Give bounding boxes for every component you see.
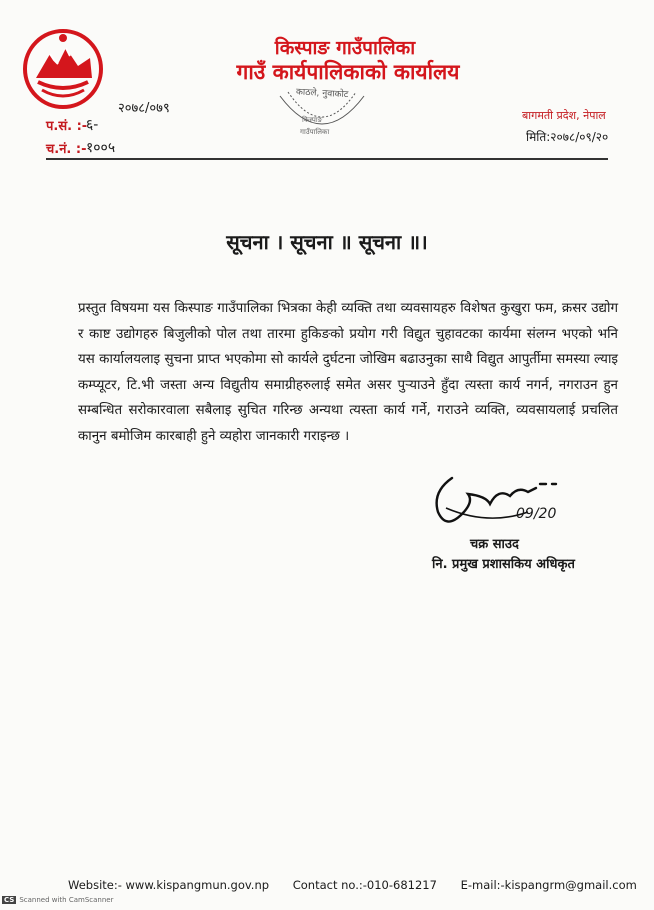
stamp-address: काठले, नुवाकोट	[295, 87, 349, 101]
letter-no-value: ६-	[86, 117, 99, 133]
footer-website: Website:- www.kispangmun.gov.np	[68, 878, 270, 892]
signatory-designation: नि. प्रमुख प्रशासकिय अधिकृत	[432, 557, 575, 572]
signature-icon	[428, 472, 578, 532]
scan-watermark	[2, 896, 113, 904]
office-name: गाउँ कार्यपालिकाको कार्यालय	[236, 60, 460, 84]
footer-contact: Contact no.:-010-681217	[292, 878, 437, 892]
svg-text:किस्पाङ: किस्पाङ	[302, 116, 323, 124]
scan-watermark-text: Scanned with CamScanner	[19, 896, 114, 904]
header-divider	[46, 158, 608, 160]
footer-email: E-mail:-kispangrm@gmail.com	[460, 878, 637, 892]
letter-no-label: प.सं. :-	[46, 119, 88, 134]
dispatch-no-value: १००५	[86, 140, 116, 156]
notice-body: प्रस्तुत विषयमा यस किस्पाङ गाउँपालिका भित्रका केही व्यक्ति तथा व्यवसायहरु विशेषत कुखुरा फम, क्रसर उद्योग र काष्ट उद्योगहरु बिजुलीको पोल तथा तारमा हुकिङको प्रयोग गरी विद्युत चुहावटका कार्यमा संलग्न भएको भनि यस कार्यालयलाइ सुचना प्राप्त भएकोमा सो कार्यले दुर्घटना जोखिम बढाउनुका साथै विद्युत आपुर्तीमा समस्या ल्याइ कम्प्यूटर, टि.भी जस्ता अन्य विद्युतीय समाग्रीहरुलाई समेत असर पुऱ्याउने हुँदा त्यस्ता कार्य नगर्न, नगराउन हुन सम्बन्धित सरोकारवाला सबैलाइ सुचित गरिन्छ अन्यथा त्यस्ता कार्य गर्ने, गराउने व्यक्ति, व्यवसायलाई प्रचलित कानुन बमोजिम कारबाही हुने व्यहोरा जानकारी गराइन्छ ।	[78, 301, 618, 444]
fiscal-year: २०७८/०७९	[118, 101, 170, 116]
svg-text:गाउँपालिका: गाउँपालिका	[300, 128, 330, 136]
letter-date: मिति:२०७८/०९/२०	[526, 130, 609, 144]
province-address: बागमती प्रदेश, नेपाल	[522, 109, 606, 122]
footer	[68, 878, 654, 892]
signatory-name: चक्र साउद	[470, 537, 519, 552]
dispatch-no-label: च.नं. :-	[46, 142, 87, 157]
camscanner-logo-icon: CS	[4, 896, 15, 904]
nepal-emblem-icon	[22, 28, 104, 110]
municipality-name: किस्पाङ गाउँपालिका	[274, 37, 416, 59]
signature-date: 09/20	[516, 506, 557, 522]
notice-heading: सूचना । सूचना ॥ सूचना ॥।	[226, 230, 428, 254]
